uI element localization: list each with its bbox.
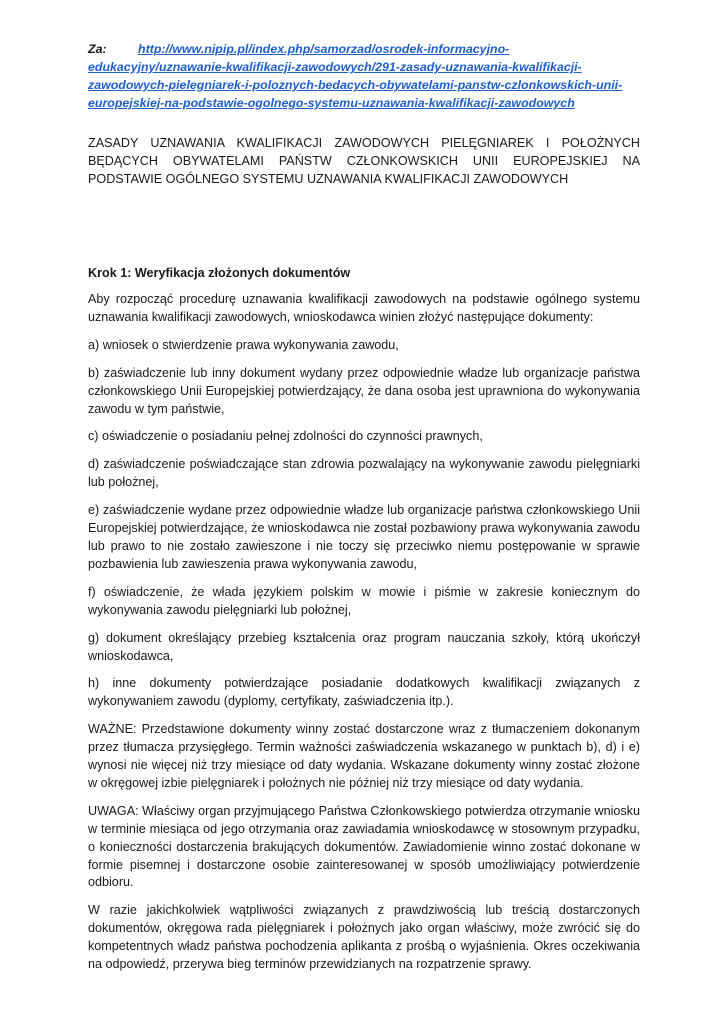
list-item-d: d) zaświadczenie poświadczające stan zdrowia pozwalający na wykonywanie zawodu pielęgniarki lub położnej, bbox=[88, 457, 640, 490]
list-item-f: f) oświadczenie, że włada językiem polskim w mowie i piśmie w zakresie koniecznym do wykonywania zawodu pielęgniarki lub położnej, bbox=[88, 584, 640, 617]
source-link[interactable]: http://www.nipip.pl/index.php/samorzad/osrodek-informacyjno-edukacyjny/uznawanie-kwalifikacji-zawodowych/291-zasady-uznawania-kwalifikacji-zawodowych-pielegniarek-i-poloznych-bedacych-obywatelami-panstw-czlonkowskich-unii-europejskiej-na-podstawie-ogolnego-systemu-uznawania-kwalifikacji-zawodowych bbox=[88, 42, 623, 110]
closing-paragraph: W razie jakichkolwiek wątpliwości związanych z prawdziwością lub treścią dostarczonych dokumentów, okręgowa rada pielęgniarek i położnych jako organ właściwy, może zwrócić się do kompetentnych władz państwa pochodzenia aplikanta z prośbą o wyjaśnienia. Okres oczekiwania na odpowiedź, przerywa bieg terminów przewidzianych na rozpatrzenie sprawy. bbox=[88, 903, 640, 972]
list-item-b: b) zaświadczenie lub inny dokument wydany przez odpowiednie władze lub organizacje państwa członkowskiego Unii Europejskiej potwierdzający, że dana osoba jest uprawniona do wykonywania zawodu w tym państwie, bbox=[88, 365, 640, 416]
list-item-c: c) oświadczenie o posiadaniu pełnej zdolności do czynności prawnych, bbox=[88, 429, 483, 444]
note-paragraph: UWAGA: Właściwy organ przyjmującego Państwa Członkowskiego potwierdza otrzymanie wniosku w terminie miesiąca od jego otrzymania oraz zawiadamia wnioskodawcę w stosownym przypadku, o konieczności dostarczenia brakujących dokumentów. Zawiadomienie winno zostać dokonane w formie pisemnej i dostarczone osobie zainteresowanej w sposób umożliwiający potwierdzenie odbioru. bbox=[88, 803, 640, 890]
section-heading: Krok 1: Weryfikacja złożonych dokumentów bbox=[88, 266, 351, 280]
list-item-a: a) wniosek o stwierdzenie prawa wykonywania zawodu, bbox=[88, 337, 399, 352]
document-page bbox=[88, 40, 640, 974]
list-item-g: g) dokument określający przebieg kształcenia oraz program nauczania szkoły, którą ukończył wnioskodawca, bbox=[88, 630, 640, 663]
intro-paragraph: Aby rozpocząć procedurę uznawania kwalifikacji zawodowych na podstawie ogólnego systemu uznawania kwalifikacji zawodowych, wnioskodawca winien złożyć następujące dokumenty: bbox=[88, 292, 640, 324]
document-title: ZASADY UZNAWANIA KWALIFIKACJI ZAWODOWYCH PIELĘGNIAREK I POŁOŻNYCH BĘDĄCYCH OBYWATELAMI PAŃSTW CZŁONKOWSKICH UNII EUROPEJSKIEJ NA PODSTAWIE OGÓLNEGO SYSTEMU UZNAWANIA KWALIFIKACJI ZAWODOWYCH bbox=[88, 136, 640, 186]
list-item-h: h) inne dokumenty potwierdzające posiadanie dodatkowych kwalifikacji związanych z wykonywaniem zawodu (dyplomy, certyfikaty, zaświadczenia itp.). bbox=[88, 676, 640, 709]
important-paragraph: WAŻNE: Przedstawione dokumenty winny zostać dostarczone wraz z tłumaczeniem dokonanym przez tłumacza przysięgłego. Termin ważności zaświadczenia wskazanego w punktach b), d) i e) wynosi nie więcej niż trzy miesiące od daty wydania. Wskazane dokumenty winny zostać złożone w okręgowej izbie pielęgniarek i położnych nie później niż trzy miesiące od daty wydania. bbox=[88, 722, 640, 790]
source-line bbox=[88, 40, 640, 112]
source-label: Za: bbox=[88, 42, 107, 56]
list-item-e: e) zaświadczenie wydane przez odpowiednie władze lub organizacje państwa członkowskiego Unii Europejskiej potwierdzające, że wnioskodawca nie został pozbawiony prawa wykonywania zawodu lub prawo to nie zostało zawieszone i nie toczy się przeciwko niemu postępowanie w sprawie pozbawienia lub zawieszenia prawa wykonywania zawodu, bbox=[88, 503, 640, 571]
